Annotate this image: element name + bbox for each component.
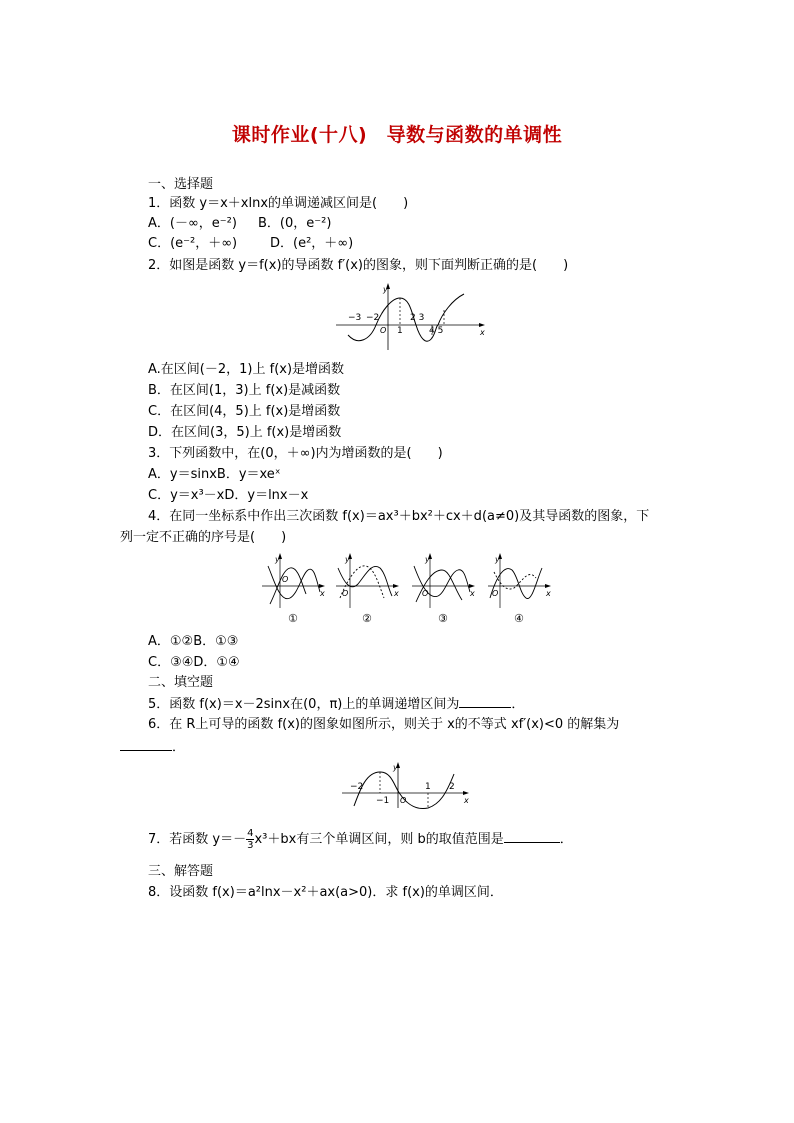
- q6-tick-m2: −2: [350, 782, 364, 792]
- q2-tick-m3: −3: [348, 313, 362, 323]
- q4-graph-2: [336, 553, 399, 625]
- q6-function-graph: [338, 760, 473, 812]
- q5-line: [148, 693, 524, 715]
- q4-g2-origin: O: [342, 589, 349, 598]
- q4-g2-x-label: x: [394, 589, 399, 598]
- q1-option-a: A．(－∞，e⁻²): [148, 216, 237, 231]
- q7-answer-blank[interactable]: [504, 828, 560, 843]
- section-answer-heading: 三、解答题: [148, 864, 214, 879]
- q2-x-arrow: [479, 323, 485, 327]
- q4-options-ab: A．①②B．①③: [148, 634, 239, 649]
- q4-g4-x-label: x: [546, 589, 551, 598]
- q1-option-c: C．(e⁻²，＋∞): [148, 236, 238, 251]
- q7-fraction-numerator: 4: [247, 828, 254, 839]
- q6-tick-2: 2: [449, 782, 455, 792]
- q5-answer-blank[interactable]: [459, 693, 511, 708]
- q3-options-ab: A．y＝sinxB．y＝xeˣ: [148, 467, 281, 482]
- q4-g3-x-label: x: [470, 589, 475, 598]
- q2-origin-label: O: [380, 326, 387, 335]
- q4-options-cd: C．③④D．①④: [148, 655, 240, 670]
- q4-graphs: [258, 548, 551, 626]
- q2-tick-45: 4 5: [429, 326, 444, 336]
- q2-option-c: C．在区间(4，5)上 f(x)是增函数: [148, 404, 341, 419]
- q4-g4-origin: O: [492, 589, 499, 598]
- q2-derivative-graph: [336, 280, 488, 355]
- q4-stem-line2: 列一定不正确的序号是( ): [120, 530, 287, 545]
- q2-x-label: x: [480, 328, 485, 337]
- q6-tick-m1: −1: [376, 796, 390, 806]
- q4-graph-label-3: ③: [438, 612, 448, 625]
- q4-stem-line1: 4．在同一坐标系中作出三次函数 f(x)＝ax³＋bx²＋cx＋d(a≠0)及其导函数的图象，下: [148, 509, 650, 524]
- q4-graph-4: [488, 553, 551, 625]
- q4-g1-origin: O: [282, 575, 289, 584]
- q4-g1-x-label: x: [320, 589, 325, 598]
- q8-stem: 8．设函数 f(x)＝a²lnx－x²＋ax(a>0)．求 f(x)的单调区间．: [148, 885, 503, 900]
- q3-options-cd: C．y＝x³－xD．y＝lnx－x: [148, 488, 309, 503]
- q6-answer-blank[interactable]: [120, 736, 172, 751]
- q2-y-label: y: [383, 285, 388, 294]
- q4-graph-1: [262, 553, 325, 625]
- q6-line2: [120, 736, 185, 758]
- q6-end: ．: [172, 740, 186, 755]
- q2-tick-m2: −2: [366, 313, 380, 323]
- q2-option-a: A.在区间(－2，1)上 f(x)是增函数: [148, 362, 345, 377]
- q4-g4-y-label: y: [495, 555, 500, 564]
- q7-line: [148, 827, 573, 853]
- q3-stem: 3．下列函数中，在(0，＋∞)内为增函数的是( ): [148, 446, 443, 461]
- q1-stem: 1．函数 y＝x＋xlnx的单调递减区间是( ): [148, 196, 409, 211]
- page-title: 课时作业(十八) 导数与函数的单调性: [231, 124, 563, 146]
- q4-g2-y-label: y: [345, 555, 350, 564]
- q6-stem-line1: 6．在 R上可导的函数 f(x)的图象如图所示，则关于 x的不等式 xf′(x)<0 的解集为: [148, 717, 620, 732]
- q4-g1-y-label: y: [275, 555, 280, 564]
- q5-end: ．: [511, 697, 525, 712]
- q2-option-b: B．在区间(1，3)上 f(x)是减函数: [148, 383, 341, 398]
- q2-tick-1: 1: [397, 326, 403, 336]
- q2-option-d: D．在区间(3，5)上 f(x)是增函数: [148, 425, 342, 440]
- q7-fraction-denominator: 3: [247, 840, 254, 851]
- q6-x-label: x: [464, 796, 469, 805]
- section-fill-heading: 二、填空题: [148, 675, 214, 690]
- q1-option-d: D．(e²，＋∞): [270, 236, 354, 251]
- q2-tick-23: 2 3: [410, 313, 425, 323]
- q7-stem-pre: 7．若函数 y＝－: [148, 832, 247, 847]
- section-choice-heading: 一、选择题: [148, 177, 214, 192]
- q7-stem-post: x³＋bx有三个单调区间，则 b的取值范围是: [254, 832, 504, 847]
- q4-g3-origin: O: [422, 589, 429, 598]
- q2-stem: 2．如图是函数 y＝f(x)的导函数 f′(x)的图象，则下面判断正确的是( ): [148, 258, 569, 273]
- q4-graph-label-2: ②: [362, 612, 372, 625]
- q6-x-arrow: [463, 791, 469, 795]
- q1-option-b: B．(0，e⁻²): [258, 216, 332, 231]
- q6-origin-label: O: [400, 796, 407, 805]
- q7-end: ．: [559, 832, 573, 847]
- q6-tick-1: 1: [425, 782, 431, 792]
- q4-graph-label-4: ④: [514, 612, 524, 625]
- q4-graph-3: [412, 553, 475, 625]
- q5-stem: 5．函数 f(x)＝x－2sinx在(0，π)上的单调递增区间为: [148, 697, 460, 712]
- q4-graph-label-1: ①: [288, 612, 298, 625]
- q4-g3-y-label: y: [425, 555, 430, 564]
- q6-y-label: y: [393, 763, 398, 772]
